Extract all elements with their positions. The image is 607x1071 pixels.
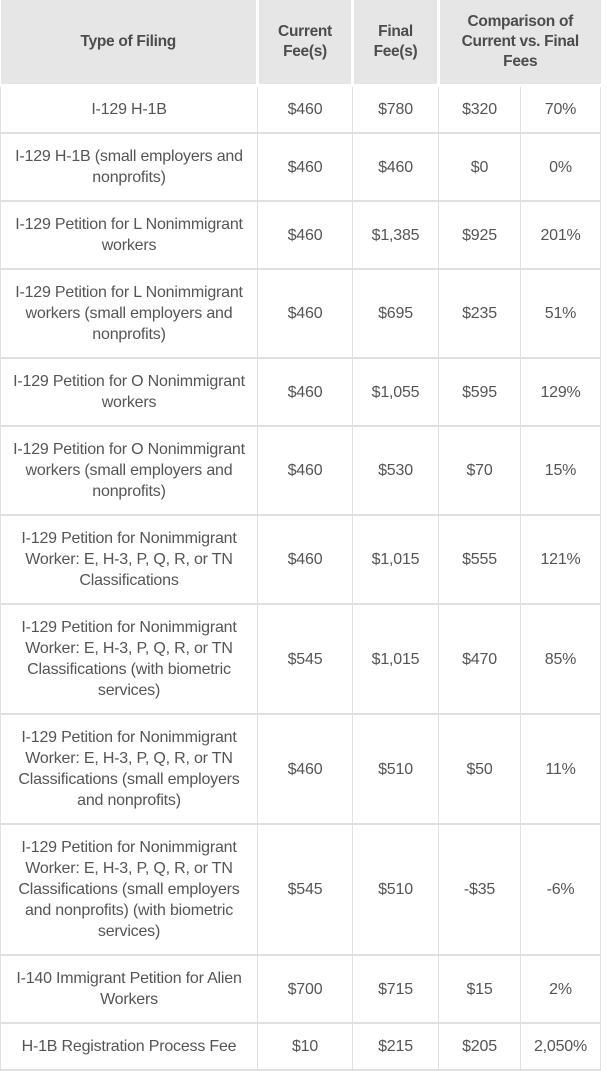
fee-difference-cell: $555 bbox=[439, 515, 521, 604]
fee-percent-change-cell: 2% bbox=[521, 955, 601, 1023]
current-fee-cell: $460 bbox=[258, 714, 353, 824]
fee-percent-change-cell: 201% bbox=[521, 201, 601, 269]
table-row bbox=[1, 133, 601, 201]
final-fee-cell: $530 bbox=[353, 426, 439, 515]
final-fee-cell: $1,055 bbox=[353, 358, 439, 426]
fee-difference-cell: $925 bbox=[439, 201, 521, 269]
fee-percent-change-cell: 51% bbox=[521, 269, 601, 358]
filing-type-cell: I-129 Petition for O Nonimmigrant workers (small employers and nonprofits) bbox=[1, 426, 258, 515]
fee-percent-change-cell: 0% bbox=[521, 133, 601, 201]
current-fee-cell: $460 bbox=[258, 269, 353, 358]
current-fee-cell: $460 bbox=[258, 133, 353, 201]
filing-type-cell: H-1B Registration Process Fee bbox=[1, 1023, 258, 1070]
filing-type-cell: I-129 Petition for O Nonimmigrant workers bbox=[1, 358, 258, 426]
filing-type-cell: I-140 Immigrant Petition for Alien Workers bbox=[1, 955, 258, 1023]
table-row bbox=[1, 824, 601, 955]
table-row bbox=[1, 426, 601, 515]
table-row bbox=[1, 1023, 601, 1070]
fee-percent-change-cell: 85% bbox=[521, 604, 601, 714]
fee-table-body bbox=[1, 86, 601, 1071]
table-row bbox=[1, 86, 601, 134]
fee-difference-cell: -$35 bbox=[439, 824, 521, 955]
final-fee-cell: $215 bbox=[353, 1023, 439, 1070]
fee-difference-cell: $595 bbox=[439, 358, 521, 426]
final-fee-cell: $780 bbox=[353, 86, 439, 134]
table-row bbox=[1, 201, 601, 269]
final-fee-cell: $1,015 bbox=[353, 604, 439, 714]
table-row bbox=[1, 714, 601, 824]
current-fee-cell: $10 bbox=[258, 1023, 353, 1070]
table-row bbox=[1, 358, 601, 426]
column-header-type-of-filing: Type of Filing bbox=[1, 0, 258, 86]
table-row bbox=[1, 955, 601, 1023]
table-row bbox=[1, 269, 601, 358]
filing-type-cell: I-129 Petition for Nonimmigrant Worker: E, H-3, P, Q, R, or TN Classifications bbox=[1, 515, 258, 604]
filing-type-cell: I-129 Petition for Nonimmigrant Worker: E, H-3, P, Q, R, or TN Classifications (with biometric services) bbox=[1, 604, 258, 714]
final-fee-cell: $1,385 bbox=[353, 201, 439, 269]
fee-difference-cell: $205 bbox=[439, 1023, 521, 1070]
fee-difference-cell: $15 bbox=[439, 955, 521, 1023]
fee-percent-change-cell: 15% bbox=[521, 426, 601, 515]
current-fee-cell: $700 bbox=[258, 955, 353, 1023]
current-fee-cell: $460 bbox=[258, 86, 353, 134]
fee-percent-change-cell: 70% bbox=[521, 86, 601, 134]
fee-percent-change-cell: -6% bbox=[521, 824, 601, 955]
final-fee-cell: $715 bbox=[353, 955, 439, 1023]
filing-type-cell: I-129 Petition for Nonimmigrant Worker: E, H-3, P, Q, R, or TN Classifications (small employers and nonprofits) (with biometric services) bbox=[1, 824, 258, 955]
fee-percent-change-cell: 11% bbox=[521, 714, 601, 824]
current-fee-cell: $460 bbox=[258, 515, 353, 604]
final-fee-cell: $1,015 bbox=[353, 515, 439, 604]
table-row bbox=[1, 604, 601, 714]
current-fee-cell: $460 bbox=[258, 358, 353, 426]
current-fee-cell: $545 bbox=[258, 604, 353, 714]
fee-difference-cell: $320 bbox=[439, 86, 521, 134]
filing-type-cell: I-129 Petition for L Nonimmigrant workers bbox=[1, 201, 258, 269]
fee-difference-cell: $470 bbox=[439, 604, 521, 714]
final-fee-cell: $695 bbox=[353, 269, 439, 358]
table-header bbox=[1, 0, 601, 86]
fee-difference-cell: $70 bbox=[439, 426, 521, 515]
column-header-current-fees: Current Fee(s) bbox=[258, 0, 353, 86]
final-fee-cell: $460 bbox=[353, 133, 439, 201]
current-fee-cell: $460 bbox=[258, 426, 353, 515]
column-header-comparison: Comparison of Current vs. Final Fees bbox=[439, 0, 601, 86]
fee-percent-change-cell: 2,050% bbox=[521, 1023, 601, 1070]
filing-type-cell: I-129 Petition for Nonimmigrant Worker: E, H-3, P, Q, R, or TN Classifications (small employers and nonprofits) bbox=[1, 714, 258, 824]
filing-type-cell: I-129 H-1B (small employers and nonprofits) bbox=[1, 133, 258, 201]
fee-difference-cell: $0 bbox=[439, 133, 521, 201]
fee-percent-change-cell: 121% bbox=[521, 515, 601, 604]
fee-difference-cell: $50 bbox=[439, 714, 521, 824]
table-row bbox=[1, 515, 601, 604]
filing-type-cell: I-129 Petition for L Nonimmigrant workers (small employers and nonprofits) bbox=[1, 269, 258, 358]
fee-difference-cell: $235 bbox=[439, 269, 521, 358]
fee-percent-change-cell: 129% bbox=[521, 358, 601, 426]
final-fee-cell: $510 bbox=[353, 714, 439, 824]
column-header-final-fees: Final Fee(s) bbox=[353, 0, 439, 86]
filing-type-cell: I-129 H-1B bbox=[1, 86, 258, 134]
final-fee-cell: $510 bbox=[353, 824, 439, 955]
current-fee-cell: $460 bbox=[258, 201, 353, 269]
header-row bbox=[1, 0, 601, 86]
current-fee-cell: $545 bbox=[258, 824, 353, 955]
